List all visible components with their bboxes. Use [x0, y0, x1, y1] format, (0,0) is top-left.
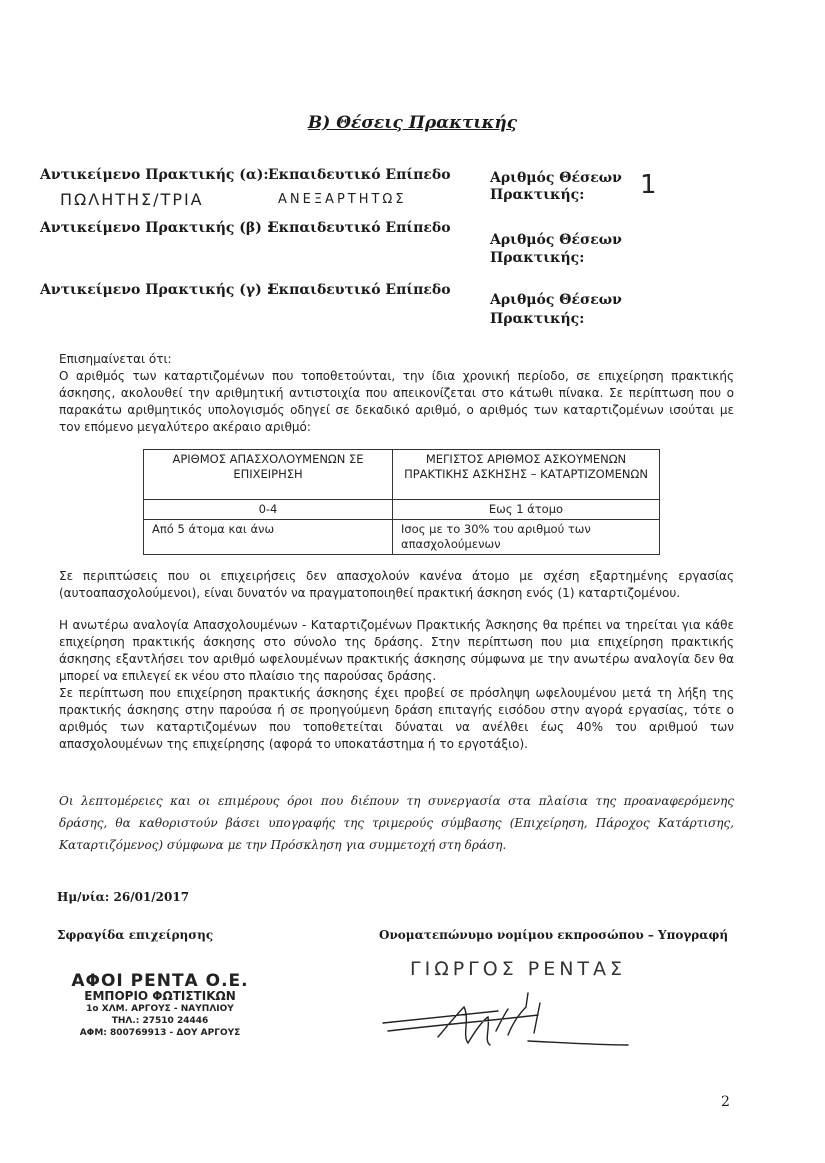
positions-count-c-label-2: Πρακτικής: [490, 311, 585, 327]
page-number: 2 [721, 1094, 730, 1110]
practice-object-a-value: ΠΩΛΗΤΗΣ/ΤΡΙΑ [60, 190, 204, 209]
education-level-c-label: Εκπαιδευτικό Επίπεδο [268, 282, 451, 298]
stamp-line-2: ΕΜΠΟΡΙΟ ΦΩΤΙΣΤΙΚΩΝ [84, 989, 236, 1003]
table-cell: Εως 1 άτομο [393, 500, 660, 520]
date-line [57, 890, 189, 904]
note-paragraph: Ο αριθμός των καταρτιζομένων που τοποθετούνται, την ίδια χρονική περίοδο, σε επιχείρηση πρακτικής άσκησης, ακολουθεί την αριθμητική αντιστοιχία που απεικονίζεται στο κάτωθι πίνακα. Σε περίπτωση που ο παρακάτω αριθμητικός υπολογισμός οδηγεί σε δεκαδικό αριθμό, ο αριθμός των καταρτιζομένων ισούται με τον επόμενο μεγαλύτερο ακέραιο αριθμό: [59, 369, 734, 434]
practice-object-a-label: Αντικείμενο Πρακτικής (α): [40, 167, 269, 183]
signature-name-handwritten: ΓΙΩΡΓΟΣ ΡΕΝΤΑΣ [410, 958, 627, 980]
date-label: Ημ/νία: [57, 890, 110, 904]
signature-label: Ονοματεπώνυμο νομίμου εκπροσώπου – Υπογραφή [379, 928, 729, 942]
table-row [144, 520, 660, 555]
table-header-cell: ΑΡΙΘΜΟΣ ΑΠΑΣΧΟΛΟΥΜΕΝΩΝ ΣΕ ΕΠΙΧΕΙΡΗΣΗ [144, 450, 393, 500]
table-row [144, 500, 660, 520]
positions-count-a-label-1: Αριθμός Θέσεων [490, 170, 622, 186]
stamp-line-4: ΤΗΛ.: 27510 24446 [111, 1016, 209, 1026]
practice-object-b-label: Αντικείμενο Πρακτικής (β) : [40, 220, 272, 236]
positions-count-a-value: 1 [640, 170, 659, 200]
stamp-line-3: 1ο ΧΛΜ. ΑΡΓΟΥΣ - ΝΑΥΠΛΙΟΥ [86, 1004, 234, 1014]
education-level-a-label: Εκπαιδευτικό Επίπεδο [268, 167, 451, 183]
table-cell: Από 5 άτομα και άνω [144, 520, 393, 555]
positions-count-b-label-2: Πρακτικής: [490, 250, 585, 266]
stamp-label: Σφραγίδα επιχείρησης [57, 928, 214, 942]
paragraph-details: Οι λεπτομέρειες και οι επιμέρους όροι που διέπουν τη συνεργασία στα πλαίσια της προαναφερόμενης δράσης, θα καθοριστούν βάσει υπογραφής της τριμερούς σύμβασης (Επιχείρηση, Πάροχος Κατάρτισης, Καταρτιζόμενος) σύμφωνα με την Πρόσκληση για συμμετοχή στη δράση. [59, 794, 734, 852]
education-level-a-value: ΑΝΕΞΑΡΤΗΤΩΣ [278, 192, 407, 207]
table-header-row [144, 450, 660, 500]
section-title: Β) Θέσεις Πρακτικής [307, 113, 518, 133]
positions-count-a-label-2: Πρακτικής: [490, 187, 585, 203]
practice-object-c-label: Αντικείμενο Πρακτικής (γ) : [40, 282, 272, 298]
paragraph-ratio: Η ανωτέρω αναλογία Απασχολουμένων - Καταρτιζομένων Πρακτικής Άσκησης θα πρέπει να τηρείται για κάθε επιχείρηση πρακτικής άσκησης στο σύνολο της δράσης. Στην περίπτωση που μια επιχείρηση πρακτικής άσκησης εξαντλήσει τον αριθμό ωφελουμένων πρακτικής άσκησης σύμφωνα με την ανωτέρω αναλογία δεν θα μπορεί να επιλεγεί εκ νέου στο πλαίσιο της παρούσας δράσης. [59, 618, 734, 683]
signature-scribble [378, 985, 638, 1055]
stamp-line-5: ΑΦΜ: 800769913 - ΔΟΥ ΑΡΓΟΥΣ [79, 1028, 241, 1038]
positions-count-b-label-1: Αριθμός Θέσεων [490, 232, 622, 248]
company-stamp [60, 972, 260, 1039]
positions-count-c-label-1: Αριθμός Θέσεων [490, 292, 622, 308]
education-level-b-label: Εκπαιδευτικό Επίπεδο [268, 220, 451, 236]
table-cell: 0-4 [144, 500, 393, 520]
stamp-line-1: ΑΦΟΙ ΡΕΝΤΑ Ο.Ε. [71, 971, 249, 991]
table-header-cell: ΜΕΓΙΣΤΟΣ ΑΡΙΘΜΟΣ ΑΣΚΟΥΜΕΝΩΝ ΠΡΑΚΤΙΚΗΣ ΑΣΚΗΣΗΣ – ΚΑΤΑΡΤΙΖΟΜΕΝΩΝ [393, 450, 660, 500]
paragraph-hiring: Σε περίπτωση που επιχείρηση πρακτικής άσκησης έχει προβεί σε πρόσληψη ωφελουμένου μετά τη λήξη της πρακτικής άσκησης στην παρούσα ή σε προηγούμενη δράση επιταγής εισόδου στην αγορά εργασίας, τότε ο αριθμός των καταρτιζομένων που τοποθετείται δύναται να ανέλθει έως 40% του αριθμού των απασχολουμένων της επιχείρησης (αφορά το υποκατάστημα ή το εργοτάξιο). [59, 686, 734, 751]
ratio-table [143, 449, 660, 555]
table-cell: Ισος με το 30% του αριθμού των απασχολούμενων [393, 520, 660, 555]
paragraph-self-employed: Σε περιπτώσεις που οι επιχειρήσεις δεν απασχολούν κανένα άτομο με σχέση εξαρτημένης εργασίας (αυτοαπασχολούμενοι), είναι δυνατόν να πραγματοποιηθεί πρακτική άσκηση ενός (1) καταρτιζομένου. [59, 569, 734, 600]
date-value: 26/01/2017 [113, 890, 190, 904]
note-intro: Επισημαίνεται ότι: [59, 352, 172, 366]
